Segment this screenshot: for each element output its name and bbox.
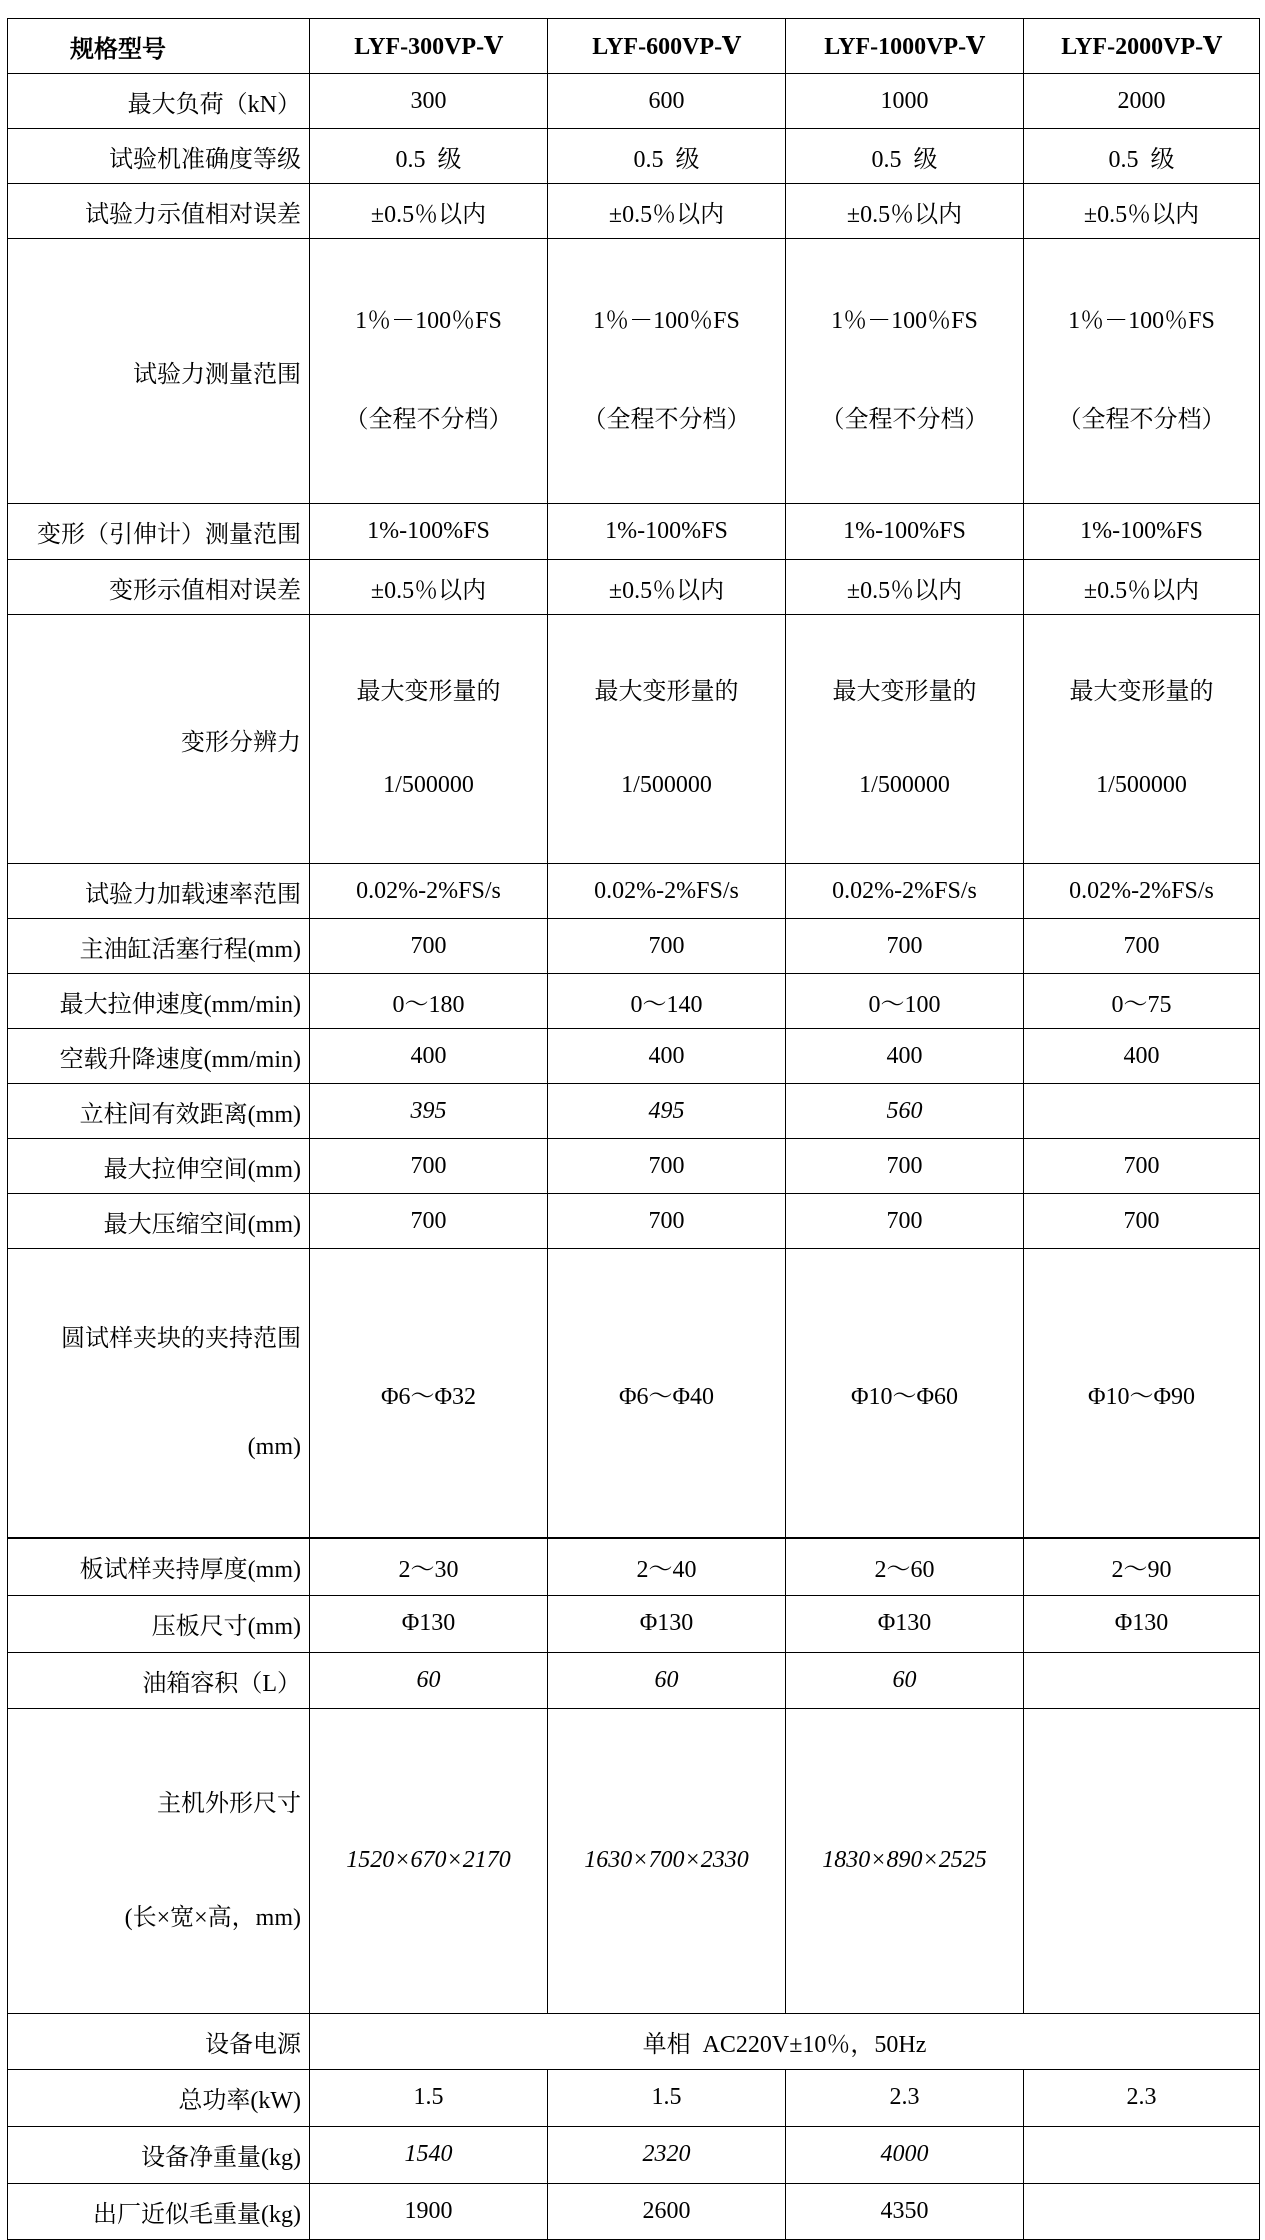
spec-value: 700 xyxy=(310,1194,548,1249)
spec-value: Φ130 xyxy=(786,1595,1024,1652)
spec-value: 4350 xyxy=(786,2183,1024,2239)
spec-value: 0.5 级 xyxy=(1024,129,1260,184)
spec-value xyxy=(1024,239,1260,504)
spec-label: 板试样夹持厚度(mm) xyxy=(8,1538,310,1595)
model-header: LYF-600VP-Ⅴ xyxy=(548,19,786,74)
spec-value: 单相 AC220V±10％，50Hz xyxy=(310,2013,1260,2069)
spec-value: 2.3 xyxy=(1024,2069,1260,2126)
spec-value: 700 xyxy=(786,1194,1024,1249)
row-deformation-resolution xyxy=(8,615,1260,864)
spec-value: ±0.5％以内 xyxy=(310,560,548,615)
spec-value: Φ130 xyxy=(548,1595,786,1652)
row-plate-thickness xyxy=(8,1538,1260,1595)
value-line: （全程不分档） xyxy=(582,407,751,433)
spec-value: 1.5 xyxy=(310,2069,548,2126)
value-line: 1％－100％FS xyxy=(355,308,502,334)
spec-value-empty xyxy=(1024,1708,1260,2013)
spec-value: 700 xyxy=(310,919,548,974)
spec-value: 400 xyxy=(548,1029,786,1084)
spec-value: 700 xyxy=(310,1139,548,1194)
spec-value xyxy=(1024,615,1260,864)
spec-value: 2～90 xyxy=(1024,1538,1260,1595)
value-line: 1％－100％FS xyxy=(593,308,740,334)
spec-label: 立柱间有效距离(mm) xyxy=(8,1084,310,1139)
spec-value: 0.02%-2%FS/s xyxy=(548,864,786,919)
label-line: (长×宽×高，mm) xyxy=(124,1904,301,1931)
spec-label: 最大负荷（kN） xyxy=(8,74,310,129)
row-piston-stroke xyxy=(8,919,1260,974)
spec-value xyxy=(310,615,548,864)
spec-label: 油箱容积（L） xyxy=(8,1652,310,1708)
spec-label: 变形分辨力 xyxy=(8,615,310,864)
spec-value xyxy=(310,239,548,504)
row-overall-dimensions xyxy=(8,1708,1260,2013)
spec-value: 1900 xyxy=(310,2183,548,2239)
row-column-distance xyxy=(8,1084,1260,1139)
header-label: 规格型号 xyxy=(8,19,310,74)
row-net-weight xyxy=(8,2126,1260,2183)
spec-value: Φ10～Φ90 xyxy=(1024,1249,1260,1539)
spec-label: 压板尺寸(mm) xyxy=(8,1595,310,1652)
value-line: 最大变形量的 xyxy=(832,679,977,705)
spec-value: 2600 xyxy=(548,2183,786,2239)
spec-value: 0～140 xyxy=(548,974,786,1029)
spec-value xyxy=(786,239,1024,504)
spec-value: 700 xyxy=(548,1139,786,1194)
spec-label: 试验力示值相对误差 xyxy=(8,184,310,239)
spec-value: 700 xyxy=(548,1194,786,1249)
value-line: 1％－100％FS xyxy=(1068,308,1215,334)
spec-label xyxy=(8,1249,310,1539)
spec-value: 400 xyxy=(1024,1029,1260,1084)
spec-label: 设备净重量(kg) xyxy=(8,2126,310,2183)
spec-value-empty xyxy=(1024,1652,1260,1708)
value-line: 1/500000 xyxy=(383,772,474,798)
row-idle-lift-speed xyxy=(8,1029,1260,1084)
spec-value xyxy=(786,615,1024,864)
spec-value: 700 xyxy=(786,919,1024,974)
value-line: 1/500000 xyxy=(621,772,712,798)
row-extensometer-range xyxy=(8,504,1260,560)
label-line: 主机外形尺寸 xyxy=(157,1790,301,1817)
spec-value: 700 xyxy=(548,919,786,974)
spec-value: 300 xyxy=(310,74,548,129)
spec-value: 60 xyxy=(786,1652,1024,1708)
label-line: (mm) xyxy=(247,1434,301,1460)
spec-label: 设备电源 xyxy=(8,2013,310,2069)
row-max-load xyxy=(8,74,1260,129)
spec-label: 变形示值相对误差 xyxy=(8,560,310,615)
spec-value: 400 xyxy=(310,1029,548,1084)
spec-value: 0.5 级 xyxy=(310,129,548,184)
label-line: 圆试样夹块的夹持范围 xyxy=(61,1326,301,1352)
spec-label: 试验力加载速率范围 xyxy=(8,864,310,919)
spec-value: 400 xyxy=(786,1029,1024,1084)
spec-label: 空载升降速度(mm/min) xyxy=(8,1029,310,1084)
spec-value: 60 xyxy=(548,1652,786,1708)
spec-label: 最大压缩空间(mm) xyxy=(8,1194,310,1249)
spec-label: 总功率(kW) xyxy=(8,2069,310,2126)
spec-label: 试验力测量范围 xyxy=(8,239,310,504)
spec-value xyxy=(548,615,786,864)
spec-value: 600 xyxy=(548,74,786,129)
row-force-range xyxy=(8,239,1260,504)
spec-value: Φ130 xyxy=(310,1595,548,1652)
spec-value: 1830×890×2525 xyxy=(786,1708,1024,2013)
row-max-compression-space xyxy=(8,1194,1260,1249)
row-deformation-error xyxy=(8,560,1260,615)
spec-value-empty xyxy=(1024,2126,1260,2183)
spec-label: 最大拉伸空间(mm) xyxy=(8,1139,310,1194)
spec-value: 1%-100%FS xyxy=(1024,504,1260,560)
value-line: （全程不分档） xyxy=(820,407,989,433)
spec-value-empty xyxy=(1024,1084,1260,1139)
value-line: 最大变形量的 xyxy=(594,679,739,705)
row-gross-weight xyxy=(8,2183,1260,2239)
spec-value: Φ6～Φ40 xyxy=(548,1249,786,1539)
spec-value: 0～75 xyxy=(1024,974,1260,1029)
spec-value: Φ6～Φ32 xyxy=(310,1249,548,1539)
row-power-supply xyxy=(8,2013,1260,2069)
spec-value: 0.5 级 xyxy=(786,129,1024,184)
spec-label: 出厂近似毛重量(kg) xyxy=(8,2183,310,2239)
row-oil-tank xyxy=(8,1652,1260,1708)
value-line: 最大变形量的 xyxy=(1069,679,1214,705)
spec-table xyxy=(7,18,1260,2240)
row-accuracy-class xyxy=(8,129,1260,184)
spec-value: 700 xyxy=(786,1139,1024,1194)
spec-value: 2～60 xyxy=(786,1538,1024,1595)
row-total-power xyxy=(8,2069,1260,2126)
row-max-tensile-speed xyxy=(8,974,1260,1029)
model-header: LYF-1000VP-Ⅴ xyxy=(786,19,1024,74)
spec-value: ±0.5％以内 xyxy=(1024,184,1260,239)
spec-value: ±0.5％以内 xyxy=(1024,560,1260,615)
spec-value: 4000 xyxy=(786,2126,1024,2183)
row-round-specimen-range xyxy=(8,1249,1260,1539)
spec-value: 1540 xyxy=(310,2126,548,2183)
spec-value: 1%-100%FS xyxy=(310,504,548,560)
spec-label: 最大拉伸速度(mm/min) xyxy=(8,974,310,1029)
spec-value: 1630×700×2330 xyxy=(548,1708,786,2013)
row-max-tensile-space xyxy=(8,1139,1260,1194)
spec-value: 0～180 xyxy=(310,974,548,1029)
spec-label: 试验机准确度等级 xyxy=(8,129,310,184)
value-line: 1％－100％FS xyxy=(831,308,978,334)
spec-value: 1520×670×2170 xyxy=(310,1708,548,2013)
spec-value: 1000 xyxy=(786,74,1024,129)
spec-value: 0～100 xyxy=(786,974,1024,1029)
spec-label xyxy=(8,1708,310,2013)
spec-value: Φ10～Φ60 xyxy=(786,1249,1024,1539)
spec-value: 60 xyxy=(310,1652,548,1708)
spec-value: 0.02%-2%FS/s xyxy=(786,864,1024,919)
spec-label: 变形（引伸计）测量范围 xyxy=(8,504,310,560)
spec-value: 395 xyxy=(310,1084,548,1139)
spec-value: 495 xyxy=(548,1084,786,1139)
spec-value: 700 xyxy=(1024,919,1260,974)
spec-value: ±0.5％以内 xyxy=(786,184,1024,239)
spec-value: 0.02%-2%FS/s xyxy=(310,864,548,919)
spec-value: ±0.5％以内 xyxy=(548,560,786,615)
spec-value: 2000 xyxy=(1024,74,1260,129)
spec-value: 1%-100%FS xyxy=(548,504,786,560)
spec-value: Φ130 xyxy=(1024,1595,1260,1652)
spec-value: ±0.5％以内 xyxy=(786,560,1024,615)
value-line: （全程不分档） xyxy=(1057,407,1226,433)
spec-value-empty xyxy=(1024,2183,1260,2239)
model-header: LYF-300VP-Ⅴ xyxy=(310,19,548,74)
spec-value: 2～30 xyxy=(310,1538,548,1595)
value-line: 1/500000 xyxy=(1096,772,1187,798)
value-line: （全程不分档） xyxy=(344,407,513,433)
value-line: 最大变形量的 xyxy=(356,679,501,705)
model-header: LYF-2000VP-Ⅴ xyxy=(1024,19,1260,74)
spec-value: 700 xyxy=(1024,1139,1260,1194)
spec-value: 2320 xyxy=(548,2126,786,2183)
spec-value: 1%-100%FS xyxy=(786,504,1024,560)
spec-value: ±0.5％以内 xyxy=(548,184,786,239)
spec-value: 560 xyxy=(786,1084,1024,1139)
spec-value: 2～40 xyxy=(548,1538,786,1595)
spec-value xyxy=(548,239,786,504)
value-line: 1/500000 xyxy=(859,772,950,798)
spec-value: 0.5 级 xyxy=(548,129,786,184)
header-row xyxy=(8,19,1260,74)
row-platen-size xyxy=(8,1595,1260,1652)
spec-value: 0.02%-2%FS/s xyxy=(1024,864,1260,919)
spec-value: ±0.5％以内 xyxy=(310,184,548,239)
spec-value: 1.5 xyxy=(548,2069,786,2126)
spec-label: 主油缸活塞行程(mm) xyxy=(8,919,310,974)
spec-value: 2.3 xyxy=(786,2069,1024,2126)
spec-value: 700 xyxy=(1024,1194,1260,1249)
row-loading-rate xyxy=(8,864,1260,919)
row-force-error xyxy=(8,184,1260,239)
